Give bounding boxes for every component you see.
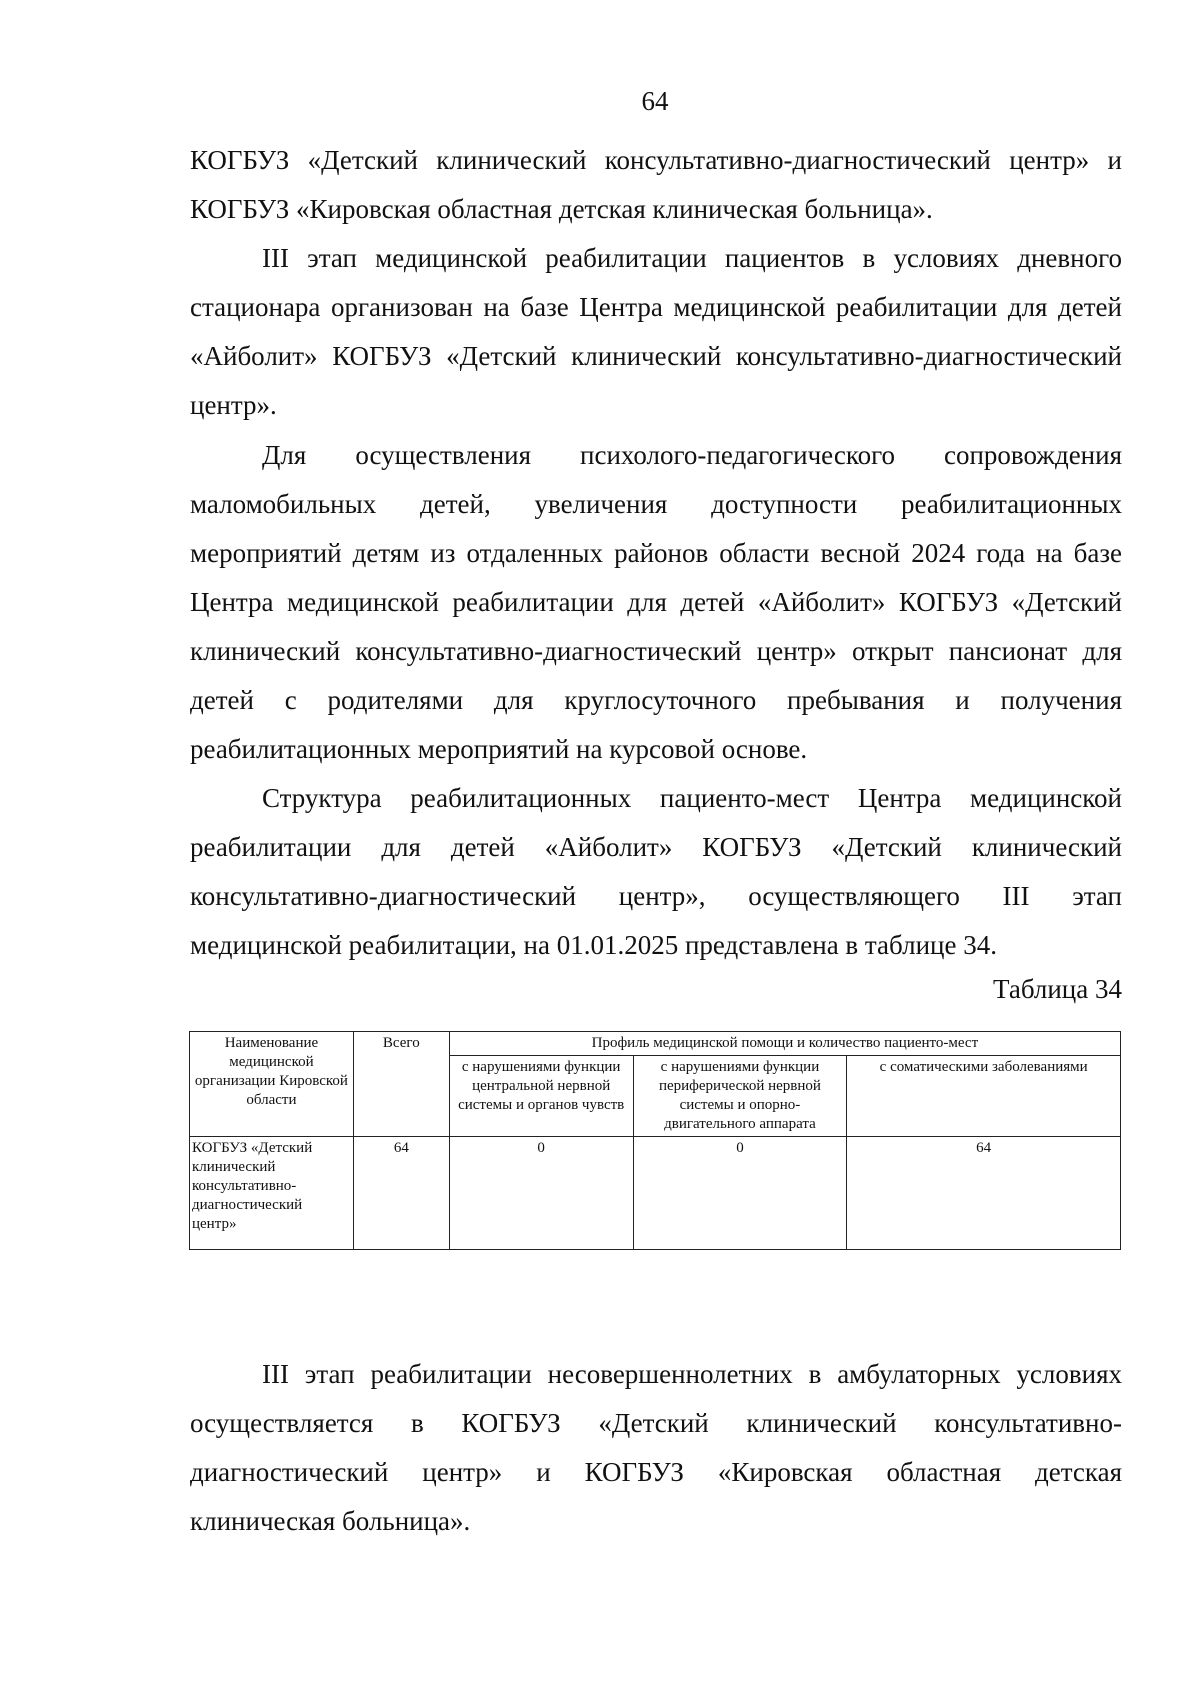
cell-total: 64	[353, 1137, 449, 1250]
header-somatic: с соматическими заболеваниями	[847, 1056, 1121, 1137]
paragraph-line: маломобильных детей, увеличения доступности реабилитационных	[190, 489, 1122, 519]
paragraph-line: Для осуществления психолого-педагогического сопровождения	[262, 440, 1122, 470]
header-cns: с нарушениями функции центральной нервной системы и органов чувств	[449, 1056, 633, 1137]
paragraph-line: III этап реабилитации несовершеннолетних в амбулаторных условиях	[262, 1359, 1122, 1389]
paragraph-3	[190, 431, 1122, 774]
cell-somatic: 64	[847, 1137, 1121, 1250]
paragraph-line: консультативно-диагностический центр», осуществляющего III этап	[190, 881, 1122, 911]
paragraph-line: клиническая больница».	[190, 1506, 471, 1536]
paragraph-line: медицинской реабилитации, на 01.01.2025 представлена в таблице 34.	[190, 930, 997, 960]
paragraph-2	[190, 234, 1122, 430]
paragraph-line: реабилитации для детей «Айболит» КОГБУЗ «Детский клинический	[190, 832, 1122, 862]
table-caption: Таблица 34	[993, 974, 1122, 1004]
paragraph-line: III этап медицинской реабилитации пациентов в условиях дневного	[262, 243, 1122, 273]
cell-cns: 0	[449, 1137, 633, 1250]
paragraph-line: диагностический центр» и КОГБУЗ «Кировская областная детская	[190, 1457, 1122, 1487]
paragraph-line: мероприятий детям из отдаленных районов области весной 2024 года на базе	[190, 538, 1122, 568]
paragraph-line: КОГБУЗ «Кировская областная детская клиническая больница».	[190, 194, 933, 224]
table-header-row	[190, 1032, 1121, 1056]
paragraph-line: «Айболит» КОГБУЗ «Детский клинический консультативно-диагностический	[190, 341, 1122, 371]
cell-org: КОГБУЗ «Детский клинический консультативно-диагностический центр»	[190, 1137, 354, 1250]
header-pns: с нарушениями функции периферической нервной системы и опорно-двигательного аппарата	[633, 1056, 847, 1137]
header-total: Всего	[353, 1032, 449, 1137]
rehab-places-table	[189, 1031, 1121, 1250]
paragraph-line: детей с родителями для круглосуточного пребывания и получения	[190, 685, 1122, 715]
paragraph-line: клинический консультативно-диагностический центр» открыт пансионат для	[190, 636, 1122, 666]
paragraph-line: центр».	[190, 390, 277, 420]
paragraph-line: КОГБУЗ «Детский клинический консультативно-диагностический центр» и	[190, 145, 1122, 175]
paragraph-4	[190, 774, 1122, 970]
paragraph-line: осуществляется в КОГБУЗ «Детский клинический консультативно-	[190, 1408, 1122, 1438]
paragraph-line: Центра медицинской реабилитации для детей «Айболит» КОГБУЗ «Детский	[190, 587, 1122, 617]
paragraph-1	[190, 136, 1122, 234]
header-org: Наименование медицинской организации Кировской области	[190, 1032, 354, 1137]
page-number: 64	[641, 86, 669, 116]
paragraph-5	[190, 1350, 1122, 1546]
paragraph-line: реабилитационных мероприятий на курсовой основе.	[190, 734, 808, 764]
cell-pns: 0	[633, 1137, 847, 1250]
paragraph-line: Структура реабилитационных пациенто-мест Центра медицинской	[262, 783, 1122, 813]
header-profile: Профиль медицинской помощи и количество пациенто-мест	[449, 1032, 1120, 1056]
paragraph-line: стационара организован на базе Центра медицинской реабилитации для детей	[190, 292, 1122, 322]
table-row	[190, 1137, 1121, 1250]
